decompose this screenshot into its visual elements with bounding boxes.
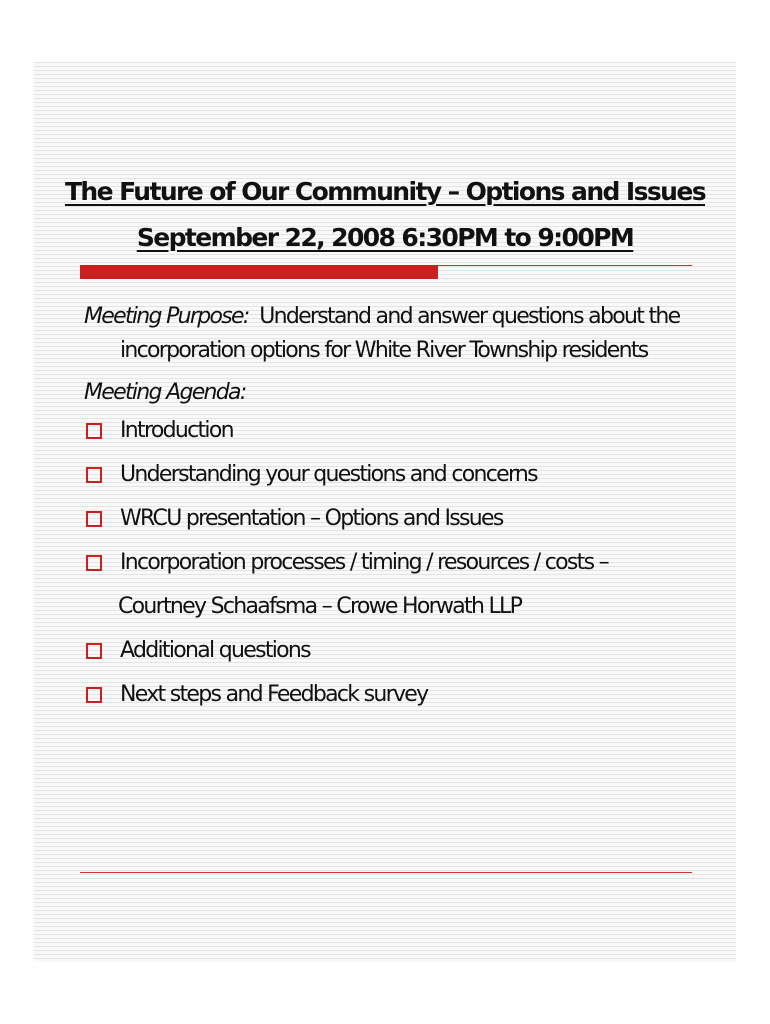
agenda-item-text: Understanding your questions and concerns: [120, 462, 537, 487]
hollow-square-bullet-icon: [86, 467, 102, 483]
agenda-item-text: Additional questions: [120, 638, 310, 663]
agenda-item-text: Introduction: [120, 418, 233, 443]
title-accent-rule: [438, 265, 692, 266]
meeting-purpose-text: Understand and answer questions about the incorporation options for White River Township residents: [120, 304, 680, 363]
agenda-item: [84, 546, 704, 624]
agenda-item: [84, 502, 704, 536]
slide-body: [84, 300, 704, 722]
agenda-item: [84, 634, 704, 668]
agenda-item: [84, 458, 704, 492]
agenda-item-text: Next steps and Feedback survey: [120, 682, 428, 707]
slide-title: [34, 169, 736, 261]
title-line-2: September 22, 2008 6:30PM to 9:00PM: [136, 223, 634, 252]
meeting-agenda-label: Meeting Agenda:: [84, 380, 246, 405]
agenda-item: [84, 414, 704, 448]
footer-rule: [80, 872, 692, 873]
hollow-square-bullet-icon: [86, 643, 102, 659]
agenda-item-continuation: Courtney Schaafsma – Crowe Horwath LLP: [118, 594, 522, 619]
agenda-item-text: Incorporation processes / timing / resources / costs –: [120, 550, 608, 575]
meeting-purpose: [84, 300, 704, 368]
hollow-square-bullet-icon: [86, 687, 102, 703]
hollow-square-bullet-icon: [86, 423, 102, 439]
agenda-item-text: WRCU presentation – Options and Issues: [120, 506, 503, 531]
hollow-square-bullet-icon: [86, 511, 102, 527]
title-line-1: The Future of Our Community – Options and Issues: [64, 177, 706, 206]
meeting-purpose-label: Meeting Purpose:: [84, 304, 249, 329]
slide: [34, 62, 736, 962]
agenda-list: [84, 414, 704, 712]
hollow-square-bullet-icon: [86, 555, 102, 571]
agenda-item: [84, 678, 704, 712]
title-accent-bar: [80, 265, 438, 279]
